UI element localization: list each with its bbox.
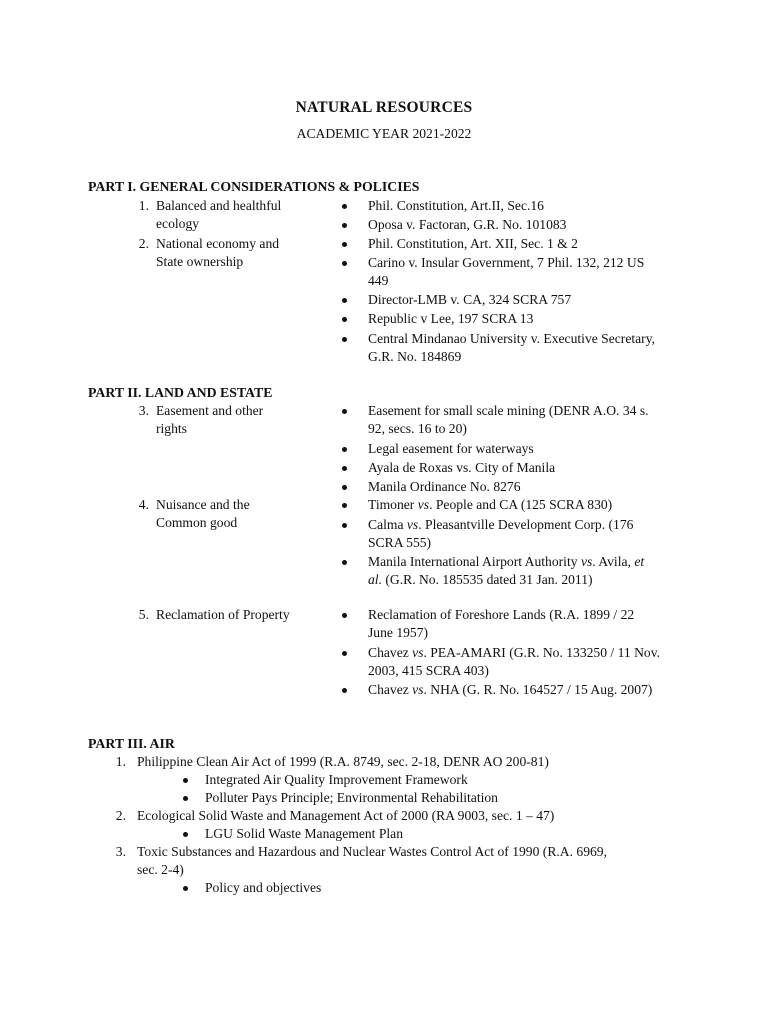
case-text: Central Mindanao University v. Executive Secretary, G.R. No. 184869: [368, 331, 656, 364]
case-text: Manila Ordinance No. 8276: [368, 479, 521, 494]
case-text: Legal easement for waterways: [368, 441, 534, 456]
case-text: Carino v. Insular Government, 7 Phil. 132, 212 US 449: [368, 255, 645, 288]
bullet-icon: [342, 688, 347, 693]
topic-text: National economy and State ownership: [156, 236, 280, 269]
bullet-icon: [342, 317, 347, 322]
case-text: Director-LMB v. CA, 324 SCRA 757: [368, 292, 572, 307]
part-3-heading: PART III. AIR: [88, 736, 175, 751]
case-text: Republic v Lee, 197 SCRA 13: [368, 311, 534, 326]
document-title: NATURAL RESOURCES: [295, 99, 473, 116]
topic-number: 4.: [138, 497, 149, 512]
bullet-icon: [342, 523, 347, 528]
bullet-icon: [342, 560, 347, 565]
bullet-icon: [342, 447, 347, 452]
topic-text: Nuisance and the Common good: [156, 497, 250, 530]
bullet-icon: [342, 204, 347, 209]
item-text: Toxic Substances and Hazardous and Nuclear Wastes Control Act of 1990 (R.A. 6969, sec. 2-4): [137, 844, 607, 877]
bullet-icon: [342, 298, 347, 303]
document-subtitle: ACADEMIC YEAR 2021-2022: [296, 126, 472, 141]
case-text: Phil. Constitution, Art. XII, Sec. 1 & 2: [368, 236, 578, 251]
case-text: Easement for small scale mining (DENR A.O. 34 s. 92, secs. 16 to 20): [368, 403, 649, 436]
case-text: Timoner vs. People and CA (125 SCRA 830): [368, 497, 613, 512]
bullet-icon: [342, 409, 347, 414]
case-text: Phil. Constitution, Art.II, Sec.16: [368, 198, 544, 213]
bullet-icon: [183, 832, 188, 837]
topic-text: Balanced and healthful ecology: [156, 198, 282, 231]
sub-text: LGU Solid Waste Management Plan: [205, 826, 403, 841]
bullet-icon: [342, 466, 347, 471]
item-text: Ecological Solid Waste and Management Act of 2000 (RA 9003, sec. 1 – 47): [137, 808, 555, 823]
case-text: Chavez vs. NHA (G. R. No. 164527 / 15 Aug. 2007): [368, 682, 653, 697]
item-number: 2.: [115, 808, 126, 823]
sub-text: Policy and objectives: [205, 880, 322, 895]
bullet-icon: [342, 261, 347, 266]
bullet-icon: [342, 503, 347, 508]
part-2-heading: PART II. LAND AND ESTATE: [88, 385, 273, 400]
bullet-icon: [342, 242, 347, 247]
topic-text: Reclamation of Property: [156, 607, 290, 622]
part-1-heading: PART I. GENERAL CONSIDERATIONS & POLICIES: [88, 179, 420, 194]
sub-text: Polluter Pays Principle; Environmental Rehabilitation: [205, 790, 498, 805]
bullet-icon: [183, 778, 188, 783]
sub-text: Integrated Air Quality Improvement Framework: [205, 772, 468, 787]
bullet-icon: [342, 613, 347, 618]
case-text: Manila International Airport Authority vs. Avila, et al. (G.R. No. 185535 dated 31 Jan. 2011): [368, 554, 645, 587]
topic-number: 5.: [138, 607, 149, 622]
case-text: Chavez vs. PEA-AMARI (G.R. No. 133250 / 11 Nov. 2003, 415 SCRA 403): [368, 645, 661, 678]
bullet-icon: [342, 651, 347, 656]
bullet-icon: [183, 796, 188, 801]
item-number: 1.: [115, 754, 126, 769]
topic-number: 1.: [138, 198, 149, 213]
bullet-icon: [342, 223, 347, 228]
case-text: Oposa v. Factoran, G.R. No. 101083: [368, 217, 567, 232]
item-text: Philippine Clean Air Act of 1999 (R.A. 8749, sec. 2-18, DENR AO 200-81): [137, 754, 549, 769]
item-number: 3.: [115, 844, 126, 859]
case-text: Calma vs. Pleasantville Development Corp. (176 SCRA 555): [368, 517, 634, 550]
topic-text: Easement and other rights: [156, 403, 264, 436]
case-text: Ayala de Roxas vs. City of Manila: [368, 460, 556, 475]
bullet-icon: [342, 485, 347, 490]
case-text: Reclamation of Foreshore Lands (R.A. 1899 / 22 June 1957): [368, 607, 635, 640]
topic-number: 3.: [138, 403, 149, 418]
bullet-icon: [342, 337, 347, 342]
bullet-icon: [183, 886, 188, 891]
topic-number: 2.: [138, 236, 149, 251]
